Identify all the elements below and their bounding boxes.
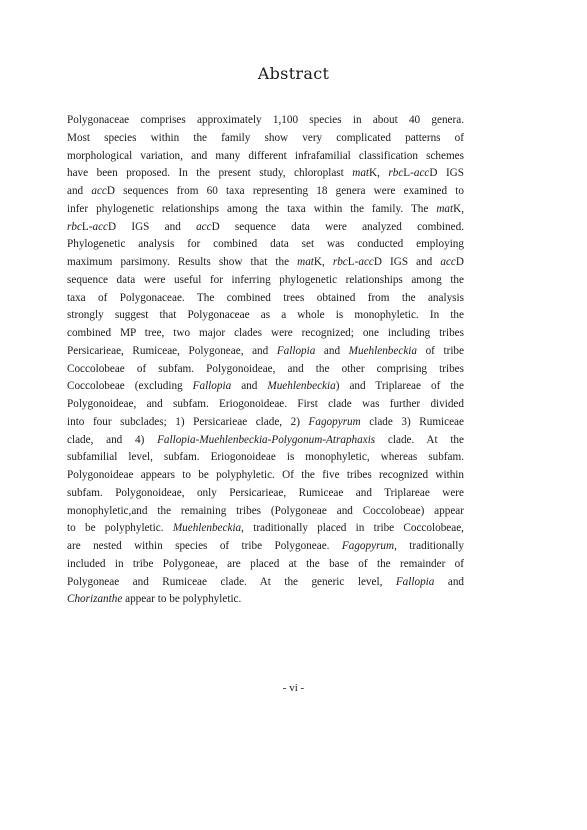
text-run: taxa of Polygonaceae. The combined trees obtained from the analysis [67, 291, 464, 304]
text-run: and [315, 344, 349, 357]
text-run: clade. At the [375, 433, 464, 446]
abstract-line [67, 272, 464, 290]
text-run: and [434, 575, 465, 588]
abstract-line [67, 201, 464, 219]
text-run: L- [81, 220, 93, 233]
text-run: into four subclades; 1) Persicarieae clade, 2) [67, 415, 309, 428]
italic-term: acc [413, 167, 430, 180]
abstract-line [67, 325, 464, 343]
text-run: maximum parsimony. Results show that the [67, 256, 298, 268]
italic-term: mat [297, 256, 314, 268]
italic-term: Fallopia-Muehlenbeckia-Polygonum-Atraphaxis [157, 433, 376, 446]
text-run: , traditionally [394, 540, 464, 552]
abstract-line [67, 165, 464, 183]
text-run: of tribe [417, 344, 464, 357]
abstract-body [67, 112, 464, 609]
text-run: combined MP tree, two major clades were recognized; one including tribes [67, 327, 464, 339]
abstract-line [67, 290, 464, 308]
text-run: Polygonoideae appears to be polyphyletic. Of the five tribes recognized within [67, 469, 464, 481]
text-run: sequence data were useful for inferring phylogenetic relationships among the [67, 273, 464, 286]
text-run: K, [453, 202, 464, 215]
italic-term: acc [196, 220, 212, 233]
text-run: Persicarieae, Rumiceae, Polygoneae, and [67, 344, 277, 357]
abstract-line [67, 183, 464, 201]
text-run: D sequence data were analyzed combined. [211, 220, 464, 233]
abstract-line [67, 432, 464, 450]
abstract-line [67, 130, 464, 148]
abstract-line [67, 485, 464, 503]
italic-term: Fallopia [395, 575, 435, 588]
abstract-line [67, 574, 464, 592]
abstract-line [67, 361, 464, 379]
text-run: D IGS and [373, 256, 441, 268]
text-run: clade 3) Rumiceae [360, 415, 464, 428]
italic-term: mat [436, 202, 454, 215]
text-run: monophyletic,and the remaining tribes (Polygoneae and Coccolobeae) appear [67, 504, 464, 517]
abstract-line [67, 591, 464, 609]
italic-term: Fagopyrum [308, 415, 361, 428]
abstract-line [67, 236, 464, 254]
abstract-line [67, 467, 464, 485]
text-run: to be polyphyletic. [67, 522, 173, 535]
text-run: D [455, 256, 464, 268]
text-run: Phylogenetic analysis for combined data set was conducted employing [67, 238, 464, 251]
italic-term: Fallopia [276, 344, 316, 357]
text-run: appear to be polyphyletic. [122, 593, 242, 606]
text-run: are nested within species of tribe Polygoneae. [67, 540, 342, 552]
abstract-line [67, 148, 464, 166]
text-run: D IGS and [108, 220, 197, 233]
text-run: , traditionally placed in tribe Coccolobeae, [241, 522, 464, 535]
text-run: Polygonaceae comprises approximately 1,100 species in about 40 genera. [67, 114, 464, 126]
abstract-line [67, 503, 464, 521]
italic-term: Chorizanthe [67, 593, 123, 606]
italic-term: mat [352, 167, 370, 180]
italic-term: Muehlenbeckia [172, 522, 242, 535]
abstract-line [67, 378, 464, 396]
abstract-line [67, 219, 464, 237]
page-number: - vi - [282, 682, 305, 694]
italic-term: rbc [67, 220, 82, 233]
italic-term: acc [91, 185, 107, 197]
text-run: D sequences from 60 taxa representing 18 genera were examined to [106, 185, 464, 197]
text-run: have been proposed. In the present study, chloroplast [67, 167, 353, 180]
text-run: Polygonoideae, and subfam. Eriogonoideae. First clade was further divided [67, 398, 464, 410]
text-run: Most species within the family show very complicated patterns of [67, 131, 464, 144]
text-run: subfamilial level, subfam. Eriogonoideae is monophyletic, whereas subfam. [67, 451, 464, 464]
italic-term: acc [358, 256, 374, 268]
text-run: infer phylogenetic relationships among the taxa within the family. The [67, 202, 437, 215]
abstract-line [67, 449, 464, 467]
text-run: L- [403, 167, 414, 180]
abstract-line [67, 520, 464, 538]
abstract-line [67, 556, 464, 574]
text-run: D IGS [429, 167, 464, 180]
text-run: subfam. Polygonoideae, only Persicarieae, Rumiceae and Triplareae were [67, 486, 464, 499]
text-run: Polygoneae and Rumiceae clade. At the generic level, [67, 575, 396, 588]
abstract-line [67, 396, 464, 414]
italic-term: acc [92, 220, 109, 233]
text-run: morphological variation, and many different infrafamilial classification schemes [67, 149, 464, 162]
text-run: ) and Triplareae of the [335, 380, 464, 393]
text-run: K, [369, 167, 389, 180]
italic-term: Fallopia [192, 380, 232, 393]
text-run: strongly suggest that Polygonaceae as a whole is monophyletic. In the [67, 309, 464, 322]
text-run: and [67, 185, 92, 197]
italic-term: rbc [388, 167, 404, 180]
italic-term: Muehlenbeckia [348, 344, 418, 357]
abstract-line [67, 414, 464, 432]
text-run: included in tribe Polygoneae, are placed at the base of the remainder of [67, 557, 464, 570]
abstract-line [67, 538, 464, 556]
page-title: Abstract [257, 64, 330, 83]
abstract-line [67, 112, 464, 130]
abstract-line [67, 343, 464, 361]
italic-term: acc [440, 256, 456, 268]
text-run: and [231, 380, 268, 393]
text-run: Coccolobeae of subfam. Polygonoideae, and the other comprising tribes [67, 362, 464, 375]
text-run: Coccolobeae (excluding [67, 380, 193, 393]
italic-term: Muehlenbeckia [267, 380, 336, 393]
abstract-line [67, 254, 464, 272]
text-run: L- [347, 256, 359, 268]
italic-term: rbc [332, 256, 348, 268]
abstract-line [67, 307, 464, 325]
text-run: clade, and 4) [67, 433, 158, 446]
text-run: K, [313, 256, 333, 268]
italic-term: Fagopyrum [341, 540, 395, 552]
